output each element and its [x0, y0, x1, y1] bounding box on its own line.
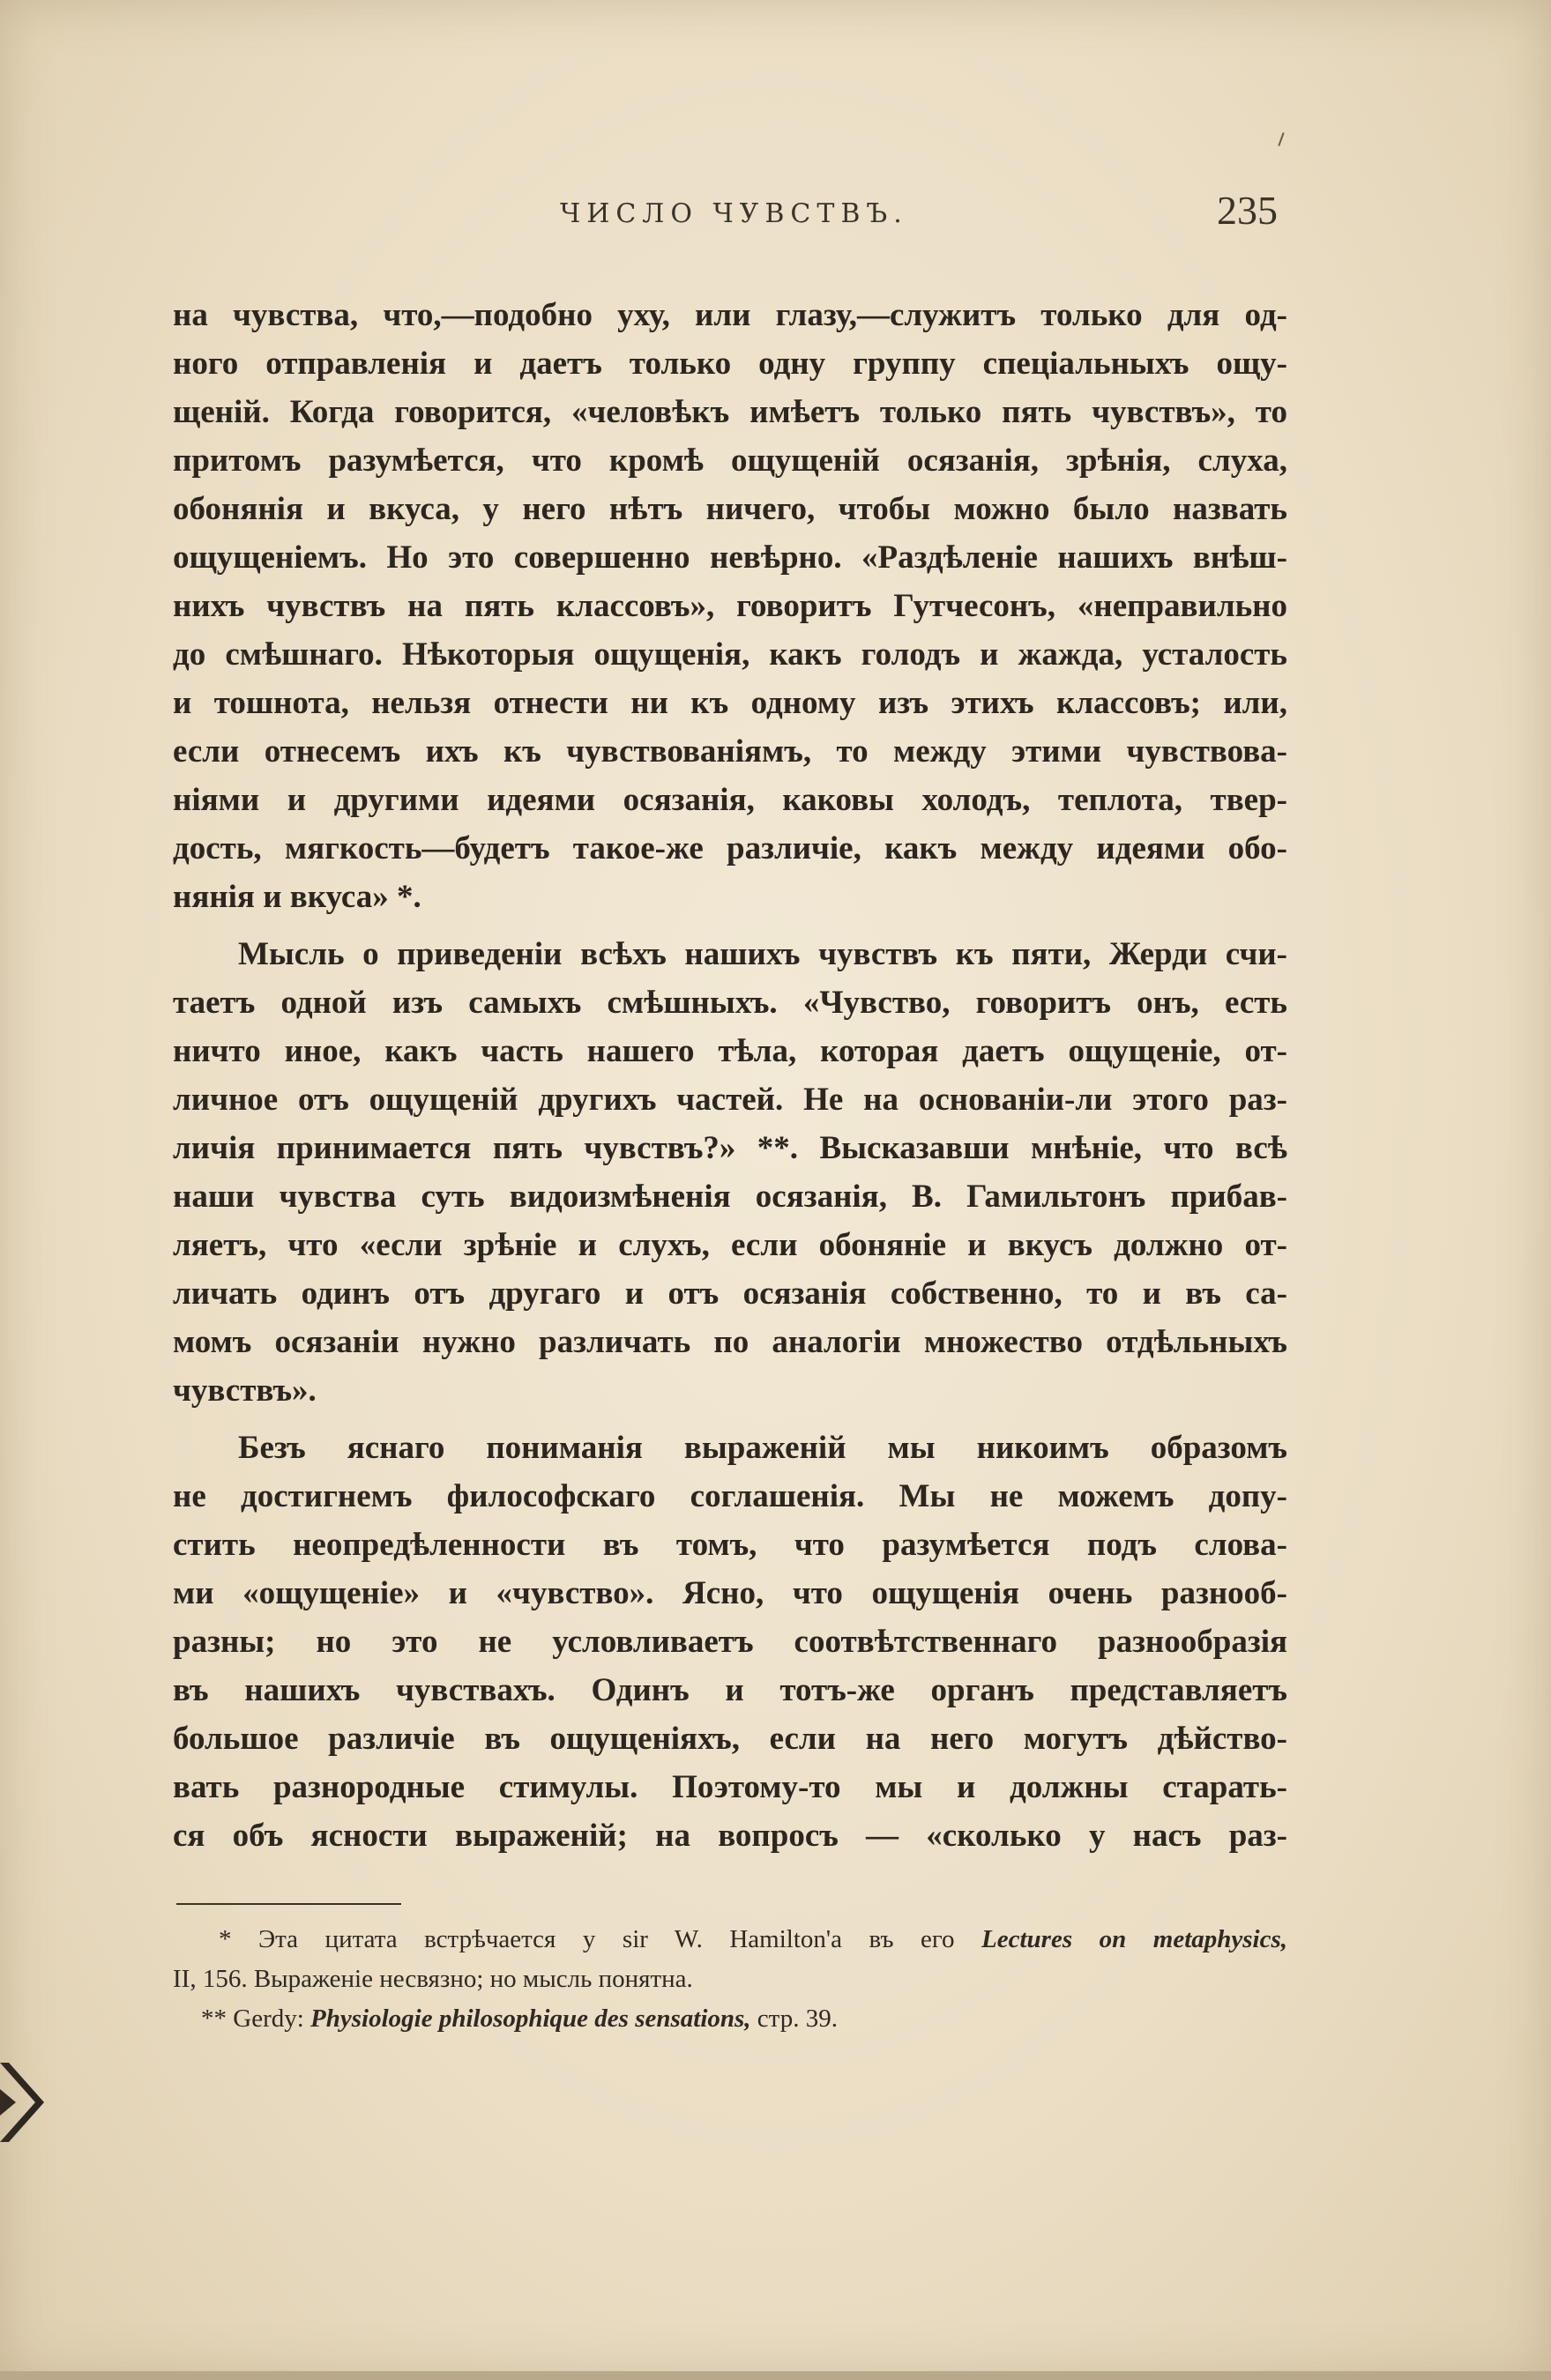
body-line: обонянія и вкуса, у него нѣтъ ничего, чтобы можно было назвать — [173, 491, 1287, 527]
footnote-1 — [219, 1922, 1287, 1957]
body-line: дость, мягкость—будетъ такое-же различіе, какъ между идеями обо- — [173, 830, 1287, 866]
body-line: чувствъ». — [173, 1372, 317, 1409]
page-number: 235 — [1217, 188, 1278, 233]
running-title: ЧИСЛО ЧУВСТВЪ. — [560, 198, 908, 229]
body-line: въ нашихъ чувствахъ. Одинъ и тотъ-же органъ представляетъ — [173, 1672, 1287, 1708]
footnote-rule — [176, 1903, 401, 1905]
body-line: личное отъ ощущеній другихъ частей. Не на основаніи-ли этого раз- — [173, 1082, 1287, 1118]
footnote-1-text: * Эта цитата встрѣчается у sir W. Hamilton'a въ его — [219, 1925, 982, 1953]
body-line: таетъ одной изъ самыхъ смѣшныхъ. «Чувство, говоритъ онъ, есть — [173, 985, 1287, 1021]
body-line: притомъ разумѣется, что кромѣ ощущеній осязанія, зрѣнія, слуха, — [173, 443, 1287, 479]
margin-arrow-icon — [0, 2054, 53, 2160]
body-line: личать одинъ отъ другаго и отъ осязанія собственно, то и въ са- — [173, 1276, 1287, 1312]
body-line: момъ осязаніи нужно различать по аналогіи множество отдѣльныхъ — [173, 1324, 1287, 1360]
ink-speck — [1278, 132, 1284, 146]
body-line: не достигнемъ философскаго соглашенія. Мы не можемъ допу- — [173, 1478, 1287, 1514]
body-line: нихъ чувствъ на пять классовъ», говоритъ Гутчесонъ, «неправильно — [173, 588, 1287, 624]
body-line: ничто иное, какъ часть нашего тѣла, которая даетъ ощущеніе, от- — [173, 1033, 1287, 1069]
body-line: щеній. Когда говорится, «человѣкъ имѣетъ только пять чувствъ», то — [173, 394, 1287, 430]
body-line: нянія и вкуса» *. — [173, 879, 421, 915]
body-line: Мысль о приведеніи всѣхъ нашихъ чувствъ къ пяти, Жерди счи- — [238, 936, 1287, 972]
body-line: ляетъ, что «если зрѣніе и слухъ, если обоняніе и вкусъ должно от- — [173, 1227, 1287, 1263]
body-line: ощущеніемъ. Но это совершенно невѣрно. «Раздѣленіе нашихъ внѣш- — [173, 539, 1287, 576]
body-line: на чувства, что,—подобно уху, или глазу,—служитъ только для од- — [173, 297, 1287, 333]
footnote-2-title: Physiologie philosophique des sensations, — [310, 2004, 751, 2033]
body-line: стить неопредѣленности въ томъ, что разумѣется подъ слова- — [173, 1527, 1287, 1563]
footnote-2-page: стр. 39. — [750, 2004, 838, 2033]
footnote-1-title: Lectures on metaphysics, — [981, 1925, 1287, 1953]
body-line: если отнесемъ ихъ къ чувствованіямъ, то между этими чувствова- — [173, 733, 1287, 770]
body-line: большое различіе въ ощущеніяхъ, если на него могутъ дѣйство- — [173, 1721, 1287, 1757]
footnote-1-continuation: II, 156. Выраженіе несвязно; но мысль понятна. — [173, 1965, 693, 1993]
body-line: наши чувства суть видоизмѣненія осязанія, В. Гамильтонъ прибав- — [173, 1179, 1287, 1215]
body-line: ного отправленія и даетъ только одну группу спеціальныхъ ощу- — [173, 346, 1287, 382]
body-line: ся объ ясности выраженій; на вопросъ — «сколько у насъ раз- — [173, 1818, 1287, 1854]
body-line: разны; но это не условливаетъ соотвѣтственнаго разнообразія — [173, 1624, 1287, 1660]
body-line: вать разнородные стимулы. Поэтому-то мы и должны старать- — [173, 1769, 1287, 1805]
body-line: Безъ яснаго пониманія выраженій мы никоимъ образомъ — [238, 1430, 1287, 1466]
footnote-2-text: ** Gerdy: — [201, 2004, 311, 2033]
body-line: ніями и другими идеями осязанія, каковы холодъ, теплота, твер- — [173, 782, 1287, 818]
body-line: личія принимается пять чувствъ?» **. Высказавши мнѣніе, что всѣ — [173, 1130, 1287, 1166]
body-line: ми «ощущеніе» и «чувство». Ясно, что ощущенія очень разнооб- — [173, 1575, 1287, 1611]
footnote-2 — [201, 2001, 1083, 2036]
body-line: до смѣшнаго. Нѣкоторыя ощущенія, какъ голодъ и жажда, усталость — [173, 636, 1287, 673]
body-line: и тошнота, нельзя отнести ни къ одному изъ этихъ классовъ; или, — [173, 685, 1287, 721]
scan-edge — [0, 2371, 1551, 2380]
